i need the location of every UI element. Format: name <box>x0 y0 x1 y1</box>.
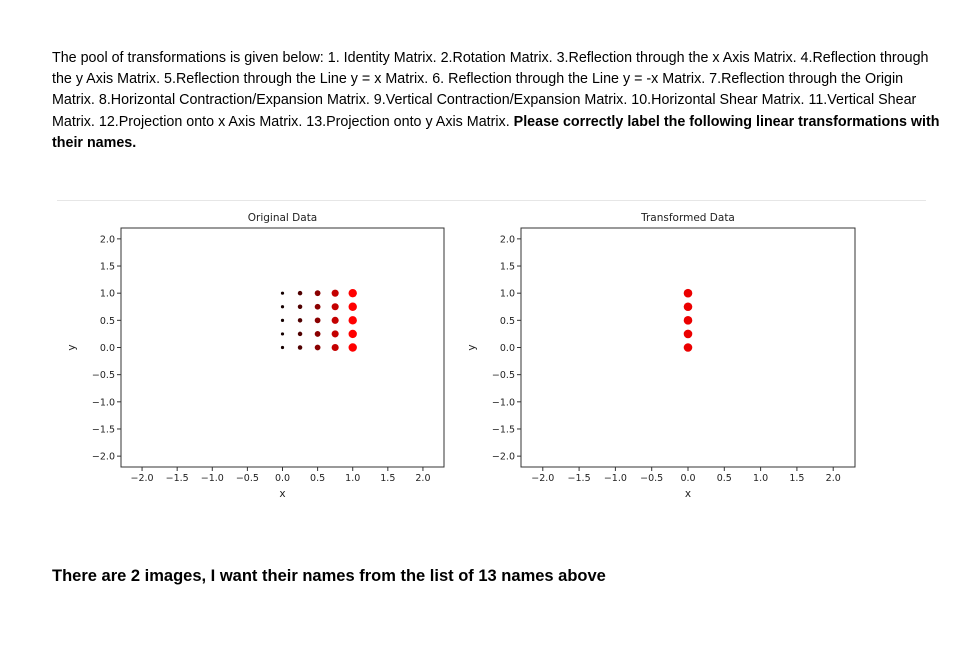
data-point <box>332 330 339 337</box>
y-tick-label: −2.0 <box>491 451 515 463</box>
chart-title-1: Transformed Data <box>641 212 735 224</box>
data-point <box>298 305 303 310</box>
x-tick-label: −1.5 <box>165 473 189 484</box>
y-tick-label: −1.5 <box>491 424 515 436</box>
data-point <box>349 343 357 351</box>
data-point <box>281 319 284 322</box>
question-instruction: Please correctly label the following linear transformations with their names. <box>52 113 940 151</box>
data-point <box>315 317 321 323</box>
x-tick-label: −1.0 <box>200 473 224 484</box>
y-tick-label: 1.5 <box>499 261 515 273</box>
data-point <box>332 317 339 324</box>
x-tick-label: −2.0 <box>130 473 154 484</box>
x-tick-label: −2.0 <box>531 473 555 484</box>
data-point <box>281 346 284 349</box>
data-point <box>298 332 303 337</box>
data-point <box>281 332 284 335</box>
y-tick-label: 2.0 <box>99 234 115 246</box>
data-point <box>298 291 303 296</box>
data-point <box>349 316 357 324</box>
y-tick-label: −2.0 <box>91 451 115 463</box>
y-tick-label: 2.0 <box>499 234 515 246</box>
data-point <box>332 303 339 310</box>
x-tick-label: −0.5 <box>640 473 664 484</box>
data-point <box>684 343 693 352</box>
x-axis-label-1: x <box>684 488 692 500</box>
data-point <box>684 316 693 325</box>
data-point <box>281 292 284 295</box>
y-tick-label: −1.0 <box>491 397 515 409</box>
data-point <box>315 290 321 296</box>
y-tick-label: 1.0 <box>499 288 515 300</box>
x-tick-label: 0.5 <box>716 473 732 484</box>
data-point <box>332 290 339 297</box>
x-tick-label: −0.5 <box>235 473 259 484</box>
x-tick-label: 0.5 <box>310 473 326 484</box>
data-point <box>298 345 303 350</box>
data-point <box>298 318 303 323</box>
data-point <box>281 305 284 308</box>
x-axis-label-0: x <box>279 488 286 500</box>
data-point <box>684 302 693 311</box>
x-tick-label: 2.0 <box>825 473 841 484</box>
x-tick-label: −1.5 <box>567 473 591 484</box>
x-tick-label: 1.5 <box>380 473 396 484</box>
y-tick-label: −0.5 <box>491 370 515 382</box>
y-tick-label: 1.5 <box>99 261 115 273</box>
x-tick-label: 0.0 <box>680 473 696 484</box>
y-axis-label-1: y <box>466 344 478 351</box>
y-tick-label: 0.5 <box>499 315 515 327</box>
y-tick-label: −1.5 <box>91 424 115 436</box>
data-point <box>684 330 693 339</box>
chart-title-0: Original Data <box>247 212 318 224</box>
x-tick-label: 2.0 <box>415 473 431 484</box>
x-tick-label: −1.0 <box>603 473 627 484</box>
x-tick-label: 0.0 <box>274 473 291 484</box>
footer-text: There are 2 images, I want their names from the list of 13 names above <box>52 567 606 585</box>
y-tick-label: 0.0 <box>99 343 115 354</box>
x-tick-label: 1.5 <box>789 473 805 484</box>
data-point <box>349 303 357 311</box>
y-axis-label-0: y <box>66 344 78 351</box>
data-point <box>349 289 357 297</box>
y-tick-label: 0.0 <box>499 343 515 354</box>
x-tick-label: 1.0 <box>753 473 769 484</box>
x-tick-label: 1.0 <box>345 473 361 484</box>
y-tick-label: −0.5 <box>91 370 115 382</box>
question-intro: The pool of transformations is given below: 1. Identity Matrix. 2.Rotation Matrix. 3.Reflection through the x Axis Matrix. 4.Reflection through the y Axis Matrix. 5.Reflection through the Line y = x Matrix. 6. Reflection through the Line y = -x Matrix. 7.Reflection through the Origin Matrix. 8.Horizontal Contraction/Expansion Matrix. 9.Vertical Contraction/Expansion Matrix. 10.Horizontal Shear Matrix. 11.Vertical Shear Matrix. 12.Projection onto x Axis Matrix. 13.Projection onto y Axis Matrix. <box>52 50 929 130</box>
data-point <box>332 344 339 351</box>
data-point <box>349 330 357 338</box>
y-tick-label: −1.0 <box>91 397 115 409</box>
data-point <box>315 345 321 351</box>
data-point <box>684 289 693 298</box>
y-tick-label: 1.0 <box>99 288 115 300</box>
y-tick-label: 0.5 <box>99 315 115 327</box>
data-point <box>315 304 321 310</box>
data-point <box>315 331 321 337</box>
